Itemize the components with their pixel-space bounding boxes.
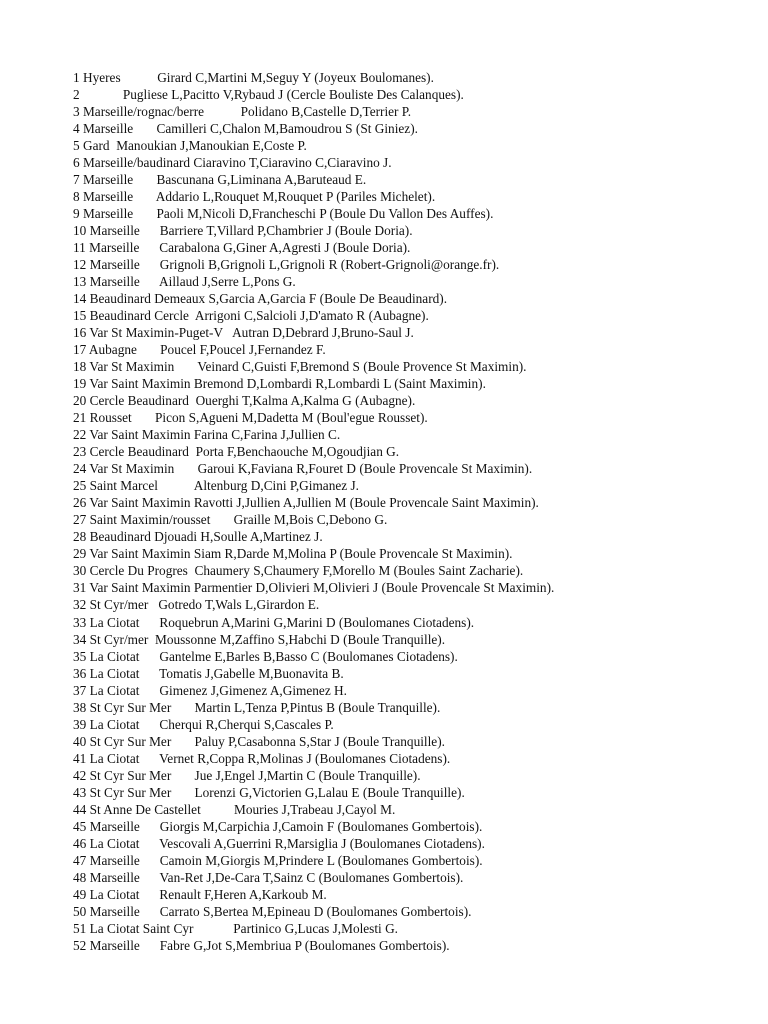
entry-line: 26 Var Saint Maximin Ravotti J,Jullien A,Jullien M (Boule Provencale Saint Maximin).: [73, 495, 539, 511]
entry-line: 12 Marseille Grignoli B,Grignoli L,Grignoli R (Robert-Grignoli@orange.fr).: [73, 257, 500, 273]
entry-line: 46 La Ciotat Vescovali A,Guerrini R,Marsiglia J (Boulomanes Ciotadens).: [73, 835, 485, 851]
entry-line: 35 La Ciotat Gantelme E,Barles B,Basso C (Boulomanes Ciotadens).: [73, 648, 458, 664]
entry-line: 22 Var Saint Maximin Farina C,Farina J,Jullien C.: [73, 427, 341, 443]
entry-line: 50 Marseille Carrato S,Bertea M,Epineau D (Boulomanes Gombertois).: [73, 903, 472, 919]
entry-line: 23 Cercle Beaudinard Porta F,Benchaouche M,Ogoudjian G.: [73, 444, 400, 460]
entry-line: 24 Var St Maximin Garoui K,Faviana R,Fouret D (Boule Provencale St Maximin).: [73, 461, 533, 477]
entry-line: 5 Gard Manoukian J,Manoukian E,Coste P.: [73, 138, 307, 154]
entry-line: 48 Marseille Van-Ret J,De-Cara T,Sainz C (Boulomanes Gombertois).: [73, 869, 464, 885]
entry-line: 4 Marseille Camilleri C,Chalon M,Bamoudrou S (St Giniez).: [73, 121, 418, 137]
entry-line: 9 Marseille Paoli M,Nicoli D,Francheschi P (Boule Du Vallon Des Auffes).: [73, 206, 494, 222]
entry-line: 15 Beaudinard Cercle Arrigoni C,Salcioli J,D'amato R (Aubagne).: [73, 308, 429, 324]
entry-line: 16 Var St Maximin-Puget-V Autran D,Debrard J,Bruno-Saul J.: [73, 325, 414, 341]
entry-line: 18 Var St Maximin Veinard C,Guisti F,Bremond S (Boule Provence St Maximin).: [73, 359, 527, 375]
entry-line: 32 St Cyr/mer Gotredo T,Wals L,Girardon E.: [73, 597, 320, 613]
entry-line: 40 St Cyr Sur Mer Paluy P,Casabonna S,Star J (Boule Tranquille).: [73, 733, 445, 749]
entry-line: 42 St Cyr Sur Mer Jue J,Engel J,Martin C (Boule Tranquille).: [73, 767, 421, 783]
entry-line: 13 Marseille Aillaud J,Serre L,Pons G.: [73, 274, 296, 290]
entry-line: 29 Var Saint Maximin Siam R,Darde M,Molina P (Boule Provencale St Maximin).: [73, 546, 513, 562]
entry-line: 52 Marseille Fabre G,Jot S,Membriua P (Boulomanes Gombertois).: [73, 937, 450, 953]
entry-line: 39 La Ciotat Cherqui R,Cherqui S,Cascales P.: [73, 716, 334, 732]
entry-line: 49 La Ciotat Renault F,Heren A,Karkoub M.: [73, 886, 327, 902]
entry-line: 36 La Ciotat Tomatis J,Gabelle M,Buonavita B.: [73, 665, 344, 681]
entry-line: 38 St Cyr Sur Mer Martin L,Tenza P,Pintus B (Boule Tranquille).: [73, 699, 441, 715]
entry-line: 8 Marseille Addario L,Rouquet M,Rouquet P (Pariles Michelet).: [73, 189, 436, 205]
entry-line: 33 La Ciotat Roquebrun A,Marini G,Marini D (Boulomanes Ciotadens).: [73, 614, 475, 630]
entry-line: 31 Var Saint Maximin Parmentier D,Olivieri M,Olivieri J (Boule Provencale St Maximin).: [73, 580, 555, 596]
entry-line: 19 Var Saint Maximin Bremond D,Lombardi R,Lombardi L (Saint Maximin).: [73, 376, 486, 392]
entry-line: 25 Saint Marcel Altenburg D,Cini P,Gimanez J.: [73, 478, 359, 494]
entry-line: 3 Marseille/rognac/berre Polidano B,Castelle D,Terrier P.: [73, 104, 412, 120]
entry-line: 17 Aubagne Poucel F,Poucel J,Fernandez F.: [73, 342, 326, 358]
entry-line: 1 Hyeres Girard C,Martini M,Seguy Y (Joyeux Boulomanes).: [73, 70, 434, 85]
entry-line: 2 Pugliese L,Pacitto V,Rybaud J (Cercle Bouliste Des Calanques).: [73, 87, 464, 103]
entry-line: 20 Cercle Beaudinard Ouerghi T,Kalma A,Kalma G (Aubagne).: [73, 393, 416, 409]
entry-line: 11 Marseille Carabalona G,Giner A,Agresti J (Boule Doria).: [73, 240, 411, 256]
entry-line: 7 Marseille Bascunana G,Liminana A,Baruteaud E.: [73, 172, 367, 188]
entry-line: 21 Rousset Picon S,Agueni M,Dadetta M (Boul'egue Rousset).: [73, 410, 428, 426]
entry-line: 37 La Ciotat Gimenez J,Gimenez A,Gimenez H.: [73, 682, 347, 698]
entry-line: 34 St Cyr/mer Moussonne M,Zaffino S,Habchi D (Boule Tranquille).: [73, 631, 446, 647]
entry-line: 51 La Ciotat Saint Cyr Partinico G,Lucas J,Molesti G.: [73, 920, 399, 936]
entry-line: 6 Marseille/baudinard Ciaravino T,Ciaravino C,Ciaravino J.: [73, 155, 392, 171]
entry-line: 47 Marseille Camoin M,Giorgis M,Prindere L (Boulomanes Gombertois).: [73, 852, 483, 868]
entry-line: 10 Marseille Barriere T,Villard P,Chambrier J (Boule Doria).: [73, 223, 413, 239]
entry-line: 44 St Anne De Castellet Mouries J,Trabeau J,Cayol M.: [73, 801, 396, 817]
entry-line: 30 Cercle Du Progres Chaumery S,Chaumery F,Morello M (Boules Saint Zacharie).: [73, 563, 524, 579]
entry-line: 43 St Cyr Sur Mer Lorenzi G,Victorien G,Lalau E (Boule Tranquille).: [73, 784, 465, 800]
entry-line: 45 Marseille Giorgis M,Carpichia J,Camoin F (Boulomanes Gombertois).: [73, 818, 483, 834]
entry-line: 14 Beaudinard Demeaux S,Garcia A,Garcia F (Boule De Beaudinard).: [73, 291, 448, 307]
document-page: [73, 69, 733, 954]
entry-line: 27 Saint Maximin/rousset Graille M,Bois C,Debono G.: [73, 512, 388, 528]
entry-line: 41 La Ciotat Vernet R,Coppa R,Molinas J (Boulomanes Ciotadens).: [73, 750, 451, 766]
entry-line: 28 Beaudinard Djouadi H,Soulle A,Martinez J.: [73, 529, 323, 545]
